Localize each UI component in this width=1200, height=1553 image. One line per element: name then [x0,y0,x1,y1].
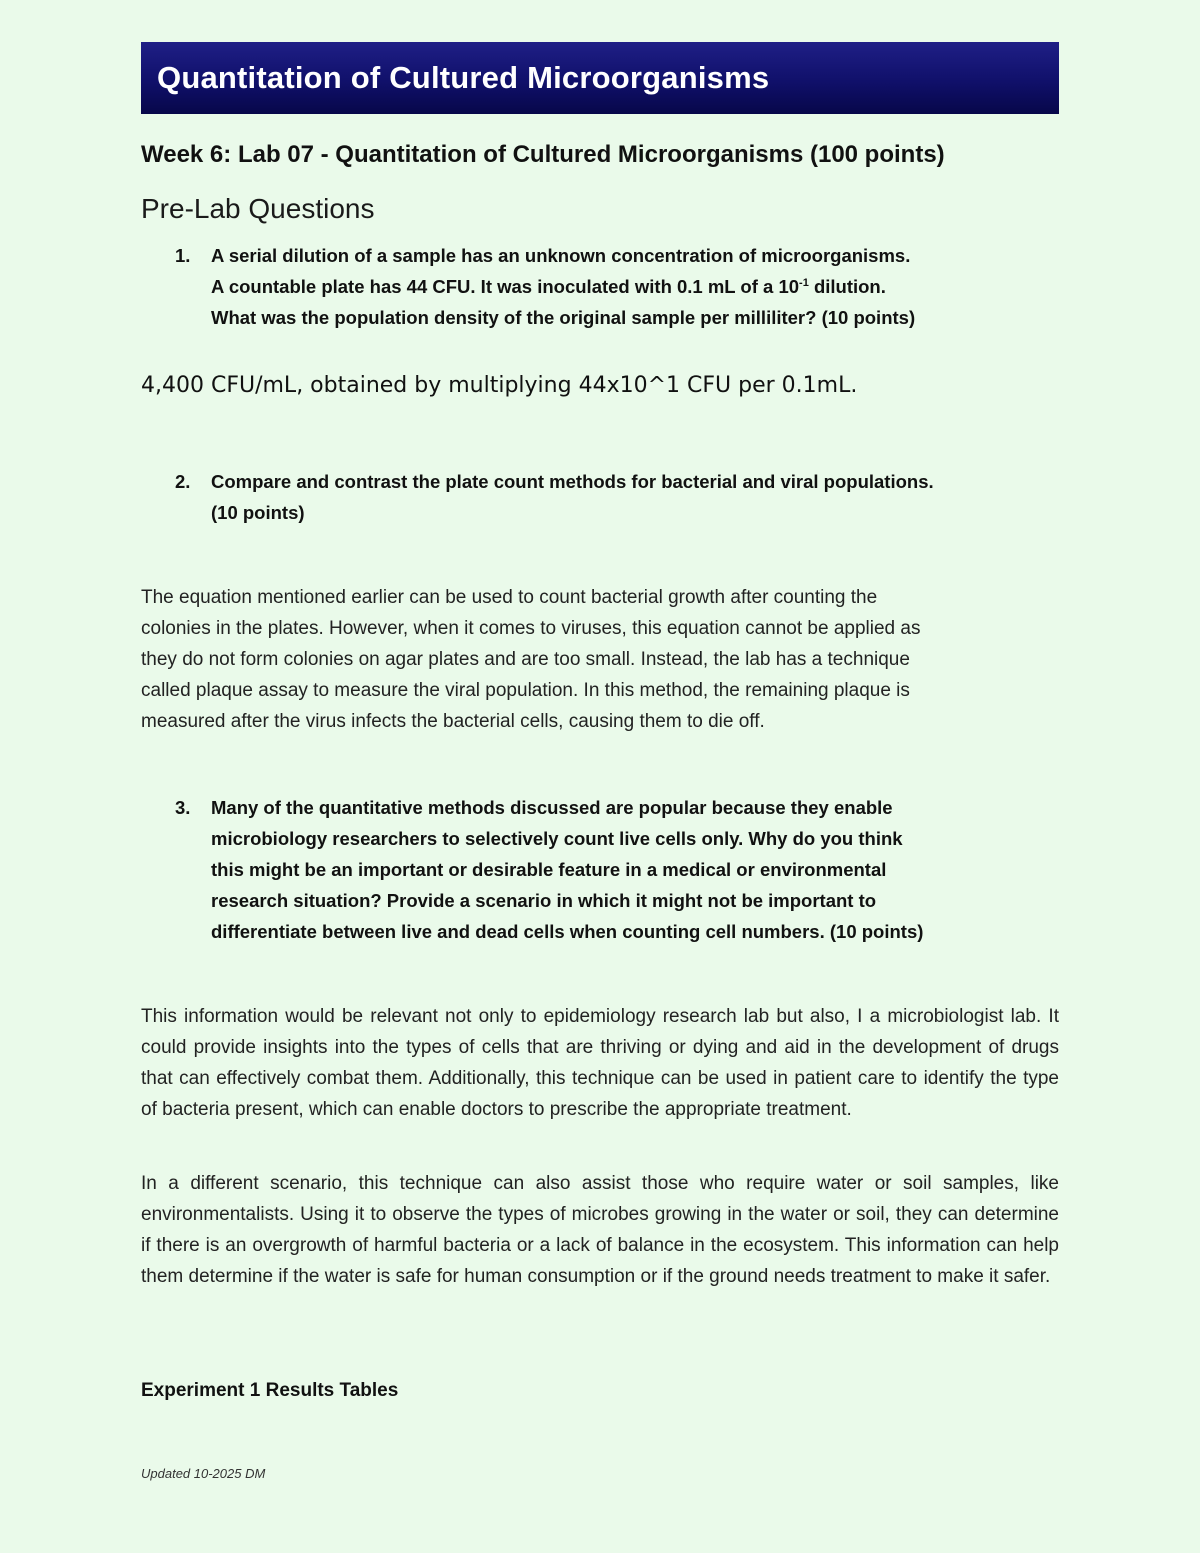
question-line: Many of the quantitative methods discussed are popular because they enable [211,797,893,818]
answer-line: called plaque assay to measure the viral population. In this method, the remaining plaque is [141,680,910,701]
banner-title: Quantitation of Cultured Microorganisms [157,60,770,95]
answer-line: they do not form colonies on agar plates and are too small. Instead, the lab has a technique [141,649,910,670]
question-2 [175,466,1075,528]
question-1 [175,240,1075,333]
question-text: dilution. [808,276,886,297]
question-line: A serial dilution of a sample has an unknown concentration of microorganisms. [211,245,911,266]
question-text: A countable plate has 44 CFU. It was inoculated with 0.1 mL of a 10 [211,276,800,297]
answer-3-paragraph-2: In a different scenario, this technique can also assist those who require water or soil samples, like environmentalists. Using it to observe the types of microbes growing in the water or soil, they can determine if there is an overgrowth of harmful bacteria or a lack of balance in the ecosystem. This information can help them determine if the water is safe for human consumption or if the ground needs treatment to make it safer. [141,1173,1059,1287]
question-line: What was the population density of the original sample per milliliter? (10 points) [211,307,916,328]
title-banner [141,42,1059,114]
prelab-subheading: Pre-Lab Questions [141,193,375,224]
answer-line: The equation mentioned earlier can be used to count bacterial growth after counting the [141,587,878,608]
answer-line: measured after the virus infects the bacterial cells, causing them to die off. [141,711,765,732]
question-line: Compare and contrast the plate count methods for bacterial and viral populations. [211,471,934,492]
exponent: -1 [799,276,809,289]
question-line: research situation? Provide a scenario in which it might not be important to [211,890,877,911]
question-number: 3. [175,797,191,818]
question-3 [175,792,1075,947]
answer-2 [141,582,1059,737]
question-line: (10 points) [211,502,305,523]
question-number: 1. [175,245,191,266]
results-heading: Experiment 1 Results Tables [141,1380,399,1401]
question-line [211,271,1071,302]
answer-3-paragraph-1: This information would be relevant not only to epidemiology research lab but also, I a microbiologist lab. It could provide insights into the types of cells that are thriving or dying and aid in the development of drugs that can effectively combat them. Additionally, this technique can be used in patient care to identify the type of bacteria present, which can enable doctors to prescribe the appropriate treatment. [141,1006,1059,1120]
lab-heading: Week 6: Lab 07 - Quantitation of Cultured Microorganisms (100 points) [141,141,945,168]
answer-1: 4,400 CFU/mL, obtained by multiplying 44x10^1 CFU per 0.1mL. [141,373,858,398]
question-line: this might be an important or desirable feature in a medical or environmental [211,859,887,880]
question-line: microbiology researchers to selectively count live cells only. Why do you think [211,828,903,849]
page-footer: Updated 10-2025 DM [141,1466,266,1481]
question-number: 2. [175,471,191,492]
answer-line: colonies in the plates. However, when it comes to viruses, this equation cannot be applied as [141,618,921,639]
question-line: differentiate between live and dead cells when counting cell numbers. (10 points) [211,921,924,942]
